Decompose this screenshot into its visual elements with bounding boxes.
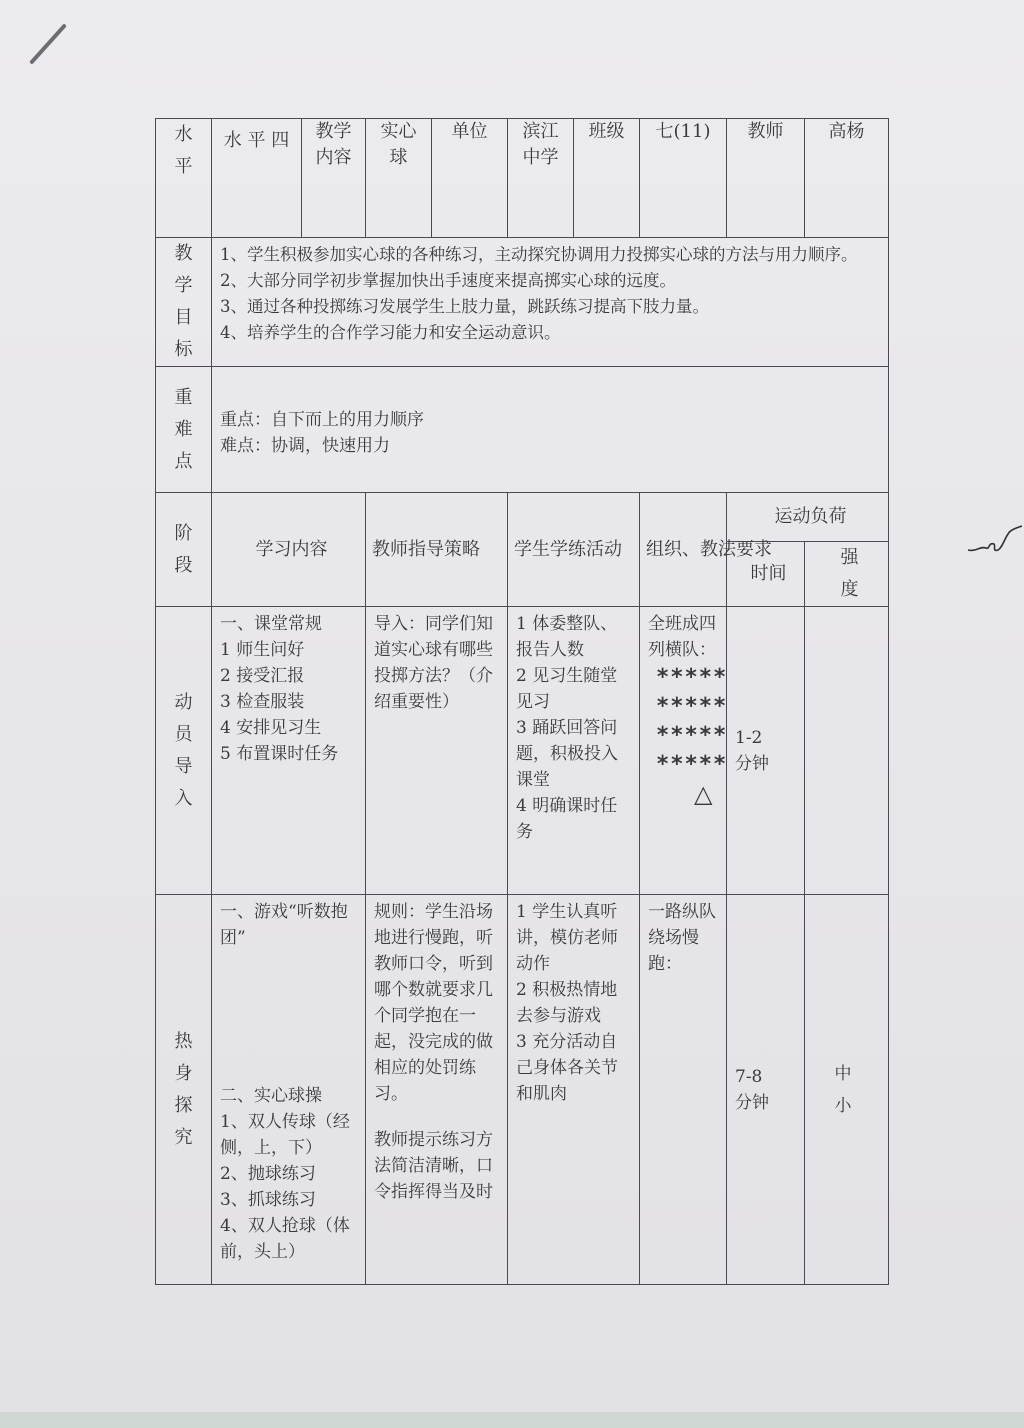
content-line: 3 检查服装 — [220, 692, 305, 712]
goals-row — [156, 238, 889, 367]
col-org: 组织、教法要求 — [640, 493, 727, 607]
col-load: 运动负荷 — [727, 493, 889, 542]
content-line: 2、抛球练习 — [220, 1164, 316, 1184]
teacher-label: 教师 — [727, 119, 805, 238]
teacher-text: 规则：学生沿场地进行慢跑，听教师口令，听到哪个数就要求几个同学抱在一起，没完成的做相应的处罚练习。 — [374, 902, 493, 1104]
level-label: 水平 — [156, 119, 212, 238]
content-line: 一、游戏“听数抱团” — [220, 902, 348, 948]
student-cell — [508, 895, 640, 1285]
ink-scribble — [966, 520, 1024, 560]
org-text: 全班成四列横队： — [648, 614, 716, 660]
student-line: 1 学生认真听讲，模仿老师动作 — [516, 902, 618, 974]
goal-item: 3、通过各种投掷练习发展学生上肢力量，跳跃练习提高下肢力量。 — [220, 297, 709, 316]
student-line: 1 体委整队、报告人数 — [516, 614, 618, 660]
content-line: 一、课堂常规 — [220, 614, 322, 634]
lesson-plan-table — [155, 118, 889, 1285]
teacher-text: 导入：同学们知道实心球有哪些投掷方法？（介绍重要性） — [374, 614, 493, 712]
table-row — [156, 607, 889, 895]
content-line: 4 安排见习生 — [220, 718, 322, 738]
content-line: 1 师生问好 — [220, 640, 305, 660]
class-value: 七(11) — [640, 119, 727, 238]
student-line: 4 明确课时任务 — [516, 796, 618, 842]
col-student: 学生学练活动 — [508, 493, 640, 607]
content-value: 实心球 — [366, 119, 432, 238]
teacher-value: 高杨 — [805, 119, 889, 238]
content-line: 5 布置课时任务 — [220, 744, 339, 764]
intensity-cell: 中小 — [805, 895, 889, 1285]
goal-item: 4、培养学生的合作学习能力和安全运动意识。 — [220, 323, 561, 342]
teacher-cell — [366, 895, 508, 1285]
col-content: 学习内容 — [212, 493, 366, 607]
time-cell: 1-2 分钟 — [727, 607, 805, 895]
col-stage: 阶段 — [156, 493, 212, 607]
content-line: 1、双人传球（经侧，上，下） — [220, 1112, 350, 1158]
intensity-cell — [805, 607, 889, 895]
content-line: 4、双人抢球（体前，头上） — [220, 1216, 350, 1262]
formation-row: ***** — [656, 723, 728, 748]
student-cell — [508, 607, 640, 895]
content-label: 教学内容 — [302, 119, 366, 238]
org-cell — [640, 607, 727, 895]
stage-cell: 热身探究 — [156, 895, 212, 1285]
unit-label: 单位 — [432, 119, 508, 238]
content-line: 3、抓球练习 — [220, 1190, 316, 1210]
student-line: 2 见习生随堂见习 — [516, 666, 618, 712]
class-label: 班级 — [574, 119, 640, 238]
content-cell — [212, 607, 366, 895]
level-value: 水 平 四 — [212, 119, 302, 238]
goal-item: 2、大部分同学初步掌握加快出手速度来提高掷实心球的远度。 — [220, 271, 676, 290]
header-row — [156, 119, 889, 238]
content-line: 二、实心球操 — [220, 1086, 322, 1106]
goal-item: 1、学生积极参加实心球的各种练习，主动探究协调用力投掷实心球的方法与用力顺序。 — [220, 245, 858, 264]
table-row — [156, 895, 889, 1285]
student-line: 3 充分活动自己身体各关节和肌肉 — [516, 1032, 618, 1104]
unit-value: 滨江中学 — [508, 119, 574, 238]
key-point: 重点：自下而上的用力顺序 — [220, 410, 424, 430]
content-cell — [212, 895, 366, 1285]
goals-label: 教学目标 — [156, 238, 212, 367]
difficulty-point: 难点：协调，快速用力 — [220, 436, 390, 456]
formation-row: ***** — [656, 752, 728, 777]
time-cell: 7-8 分钟 — [727, 895, 805, 1285]
col-time: 时间 — [727, 542, 805, 607]
key-points-content — [212, 367, 889, 493]
org-cell — [640, 895, 727, 1285]
stage-cell: 动员导入 — [156, 607, 212, 895]
column-header-row — [156, 493, 889, 542]
teacher-cell — [366, 607, 508, 895]
col-intensity: 强度 — [805, 542, 889, 607]
key-points-row — [156, 367, 889, 493]
org-text: 一路纵队绕场慢跑： — [648, 902, 716, 974]
key-points-label: 重难点 — [156, 367, 212, 493]
formation-row: ***** — [656, 665, 728, 690]
content-line: 2 接受汇报 — [220, 666, 305, 686]
teacher-position-icon: △ — [694, 780, 713, 808]
formation-row: ***** — [656, 694, 728, 719]
student-line: 3 踊跃回答问题，积极投入课堂 — [516, 718, 618, 790]
col-teacher: 教师指导策略 — [366, 493, 508, 607]
goals-list — [212, 238, 889, 367]
teacher-text: 教师提示练习方法简洁清晰，口令指挥得当及时 — [374, 1130, 493, 1202]
desk-edge — [0, 1412, 1024, 1428]
student-line: 2 积极热情地去参与游戏 — [516, 980, 618, 1026]
